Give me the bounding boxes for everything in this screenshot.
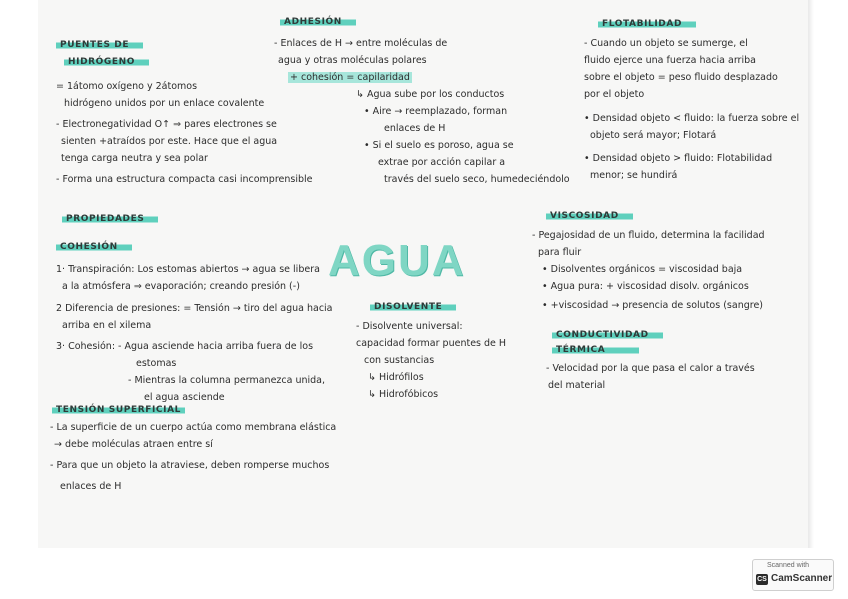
adhesion-line: • Aire → reemplazado, forman [364, 106, 508, 117]
puentes-line: tenga carga neutra y sea polar [61, 153, 208, 164]
camscanner-logo-icon: CS [757, 576, 767, 583]
adhesion-line: través del suelo seco, humedeciéndolo [384, 174, 570, 185]
cohesion-line: el agua asciende [144, 392, 225, 403]
adhesion-line: extrae por acción capilar a [378, 157, 506, 168]
disolvente-text [356, 318, 506, 403]
flotabilidad-heading: FLOTABILIDAD [598, 19, 696, 29]
flotabilidad-line: objeto será mayor; Flotará [590, 130, 717, 141]
tension-text [50, 419, 336, 495]
adhesion-line: - Enlaces de H → entre moléculas de [274, 38, 448, 49]
camscanner-stamp [752, 559, 834, 591]
cohesion-line: 2 Diferencia de presiones: = Tensión → tiro del agua hacia [56, 303, 333, 314]
cohesion-line: 3· Cohesión: - Agua asciende hacia arriba fuera de los [56, 341, 314, 352]
conductividad-heading-2: TÉRMICA [552, 345, 639, 355]
puentes-line: hidrógeno unidos por un enlace covalente [64, 98, 265, 109]
stamp-line-1: Scanned with [767, 562, 810, 569]
tension-line: → debe moléculas atraen entre sí [54, 439, 213, 450]
disolvente-line: ↳ Hidrófilos [368, 372, 424, 383]
puentes-heading-1: PUENTES DE [56, 40, 143, 50]
capilaridad-highlight: + cohesión = capilaridad [290, 72, 410, 83]
viscosidad-line: - Pegajosidad de un fluido, determina la facilidad [532, 230, 765, 241]
tension-heading: TENSIÓN SUPERFICIAL [52, 405, 185, 415]
puentes-line: sienten +atraídos por este. Hace que el agua [61, 136, 278, 147]
flotabilidad-line: por el objeto [584, 89, 645, 100]
disolvente-line: con sustancias [364, 355, 435, 366]
page-title: AGUA [328, 236, 466, 285]
cohesion-line: - Mientras la columna permanezca unida, [128, 375, 326, 386]
tension-line: enlaces de H [60, 481, 122, 492]
adhesion-line: enlaces de H [384, 123, 446, 134]
disolvente-line: - Disolvente universal: [356, 321, 463, 332]
viscosidad-line: • Disolventes orgánicos = viscosidad baja [542, 264, 743, 275]
conductividad-line: - Velocidad por la que pasa el calor a través [546, 363, 755, 374]
conductividad-heading-1: CONDUCTIVIDAD [552, 330, 663, 340]
scan-edge [808, 0, 814, 548]
disolvente-line: capacidad formar puentes de H [356, 338, 507, 349]
viscosidad-line: • Agua pura: + viscosidad disolv. orgánicos [542, 281, 749, 292]
adhesion-line: agua y otras moléculas polares [278, 55, 427, 66]
viscosidad-line: • +viscosidad → presencia de solutos (sangre) [542, 300, 763, 311]
adhesion-line [274, 69, 570, 86]
viscosidad-line: para fluir [538, 247, 582, 258]
adhesion-text [274, 35, 570, 188]
flotabilidad-line: • Densidad objeto > fluido: Flotabilidad [584, 153, 773, 164]
viscosidad-text [532, 227, 765, 314]
conductividad-line: del material [548, 380, 606, 391]
disolvente-line: ↳ Hidrofóbicos [368, 389, 439, 400]
puentes-line: - Electronegatividad O↑ ⇒ pares electrones se [56, 119, 277, 130]
cohesion-text [56, 261, 333, 406]
tension-line: - Para que un objeto la atraviese, deben romperse muchos [50, 460, 330, 471]
puentes-line: - Forma una estructura compacta casi incomprensible [56, 174, 313, 185]
flotabilidad-line: - Cuando un objeto se sumerge, el [584, 38, 748, 49]
propiedades-heading: PROPIEDADES [62, 214, 158, 224]
flotabilidad-line: • Densidad objeto < fluido: la fuerza sobre el [584, 113, 800, 124]
flotabilidad-line: menor; se hundirá [590, 170, 678, 181]
adhesion-line: ↳ Agua sube por los conductos [356, 89, 505, 100]
puentes-line: = 1átomo oxígeno y 2átomos [56, 81, 198, 92]
adhesion-line: • Si el suelo es poroso, agua se [364, 140, 514, 151]
puentes-heading-2: HIDRÓGENO [64, 57, 149, 67]
flotabilidad-line: fluido ejerce una fuerza hacia arriba [584, 55, 756, 66]
cohesion-line: estomas [136, 358, 177, 369]
cohesion-heading: COHESIÓN [56, 242, 132, 252]
cohesion-line: arriba en el xilema [62, 320, 152, 331]
viscosidad-heading: VISCOSIDAD [546, 211, 633, 221]
adhesion-heading: ADHESIÓN [280, 17, 356, 27]
tension-line: - La superficie de un cuerpo actúa como membrana elástica [50, 422, 337, 433]
disolvente-heading: DISOLVENTE [370, 302, 456, 312]
flotabilidad-line: sobre el objeto = peso fluido desplazado [584, 72, 778, 83]
cohesion-line: 1· Transpiración: Los estomas abiertos → agua se libera [56, 264, 320, 275]
conductividad-text [546, 360, 755, 394]
stamp-line-2: CamScanner [771, 573, 833, 584]
cohesion-line: a la atmósfera ⇒ evaporación; creando presión (-) [62, 281, 300, 292]
flotabilidad-text [584, 35, 799, 184]
